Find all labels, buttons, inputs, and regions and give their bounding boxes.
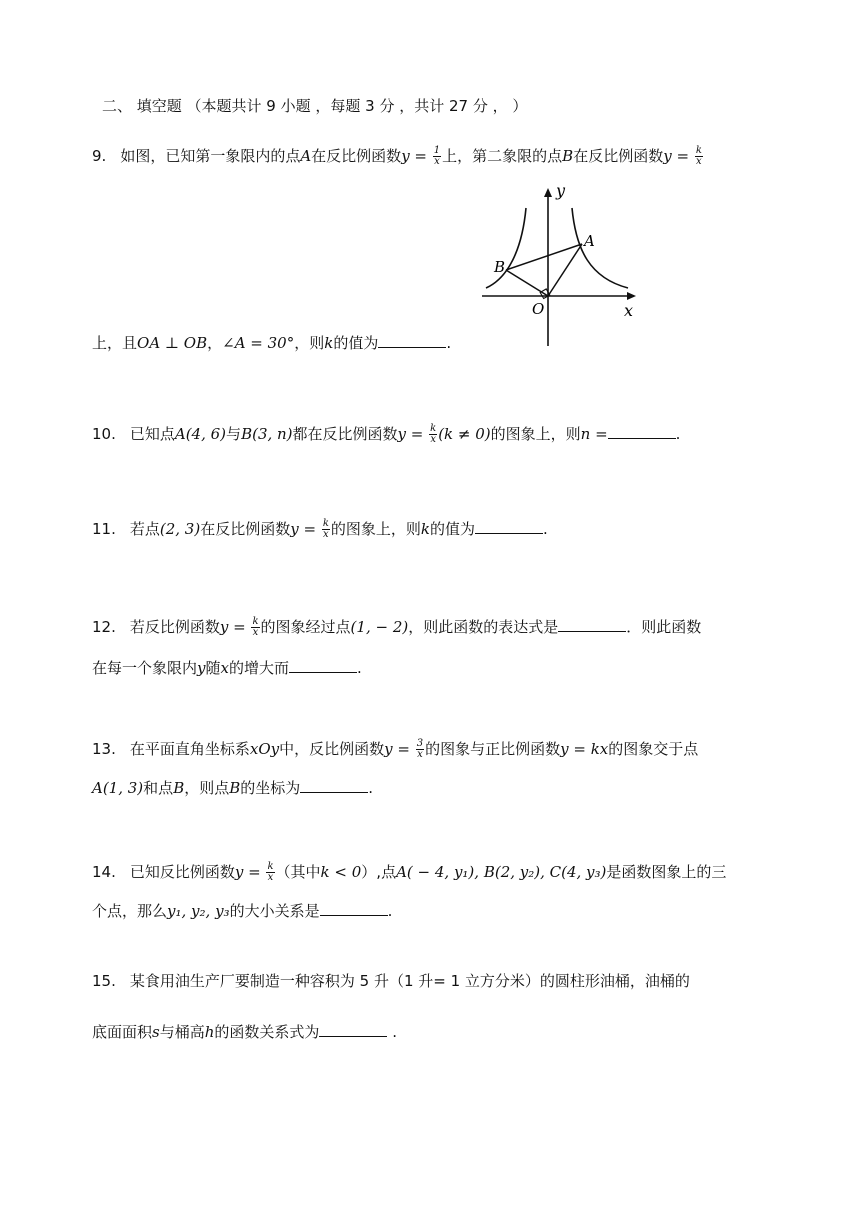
question-14-line2: 个点，那么y₁, y₂, y₃的大小关系是 .	[92, 902, 393, 920]
answer-blank[interactable]	[475, 519, 543, 534]
fraction: $\frac{1}{x}$	[433, 145, 441, 167]
label-B: B	[494, 258, 506, 276]
question-number: 10.	[92, 425, 116, 443]
label-O: O	[532, 300, 545, 318]
hyperbola-figure	[478, 180, 648, 352]
question-12-line2: 在每一个象限内y随x的增大而 .	[92, 659, 362, 677]
x-axis-label: x	[624, 301, 634, 320]
question-13-line1: 13. 在平面直角坐标系xOy中，反比例函数y = $\frac{3}{x}$ 的图象与正比例函数y = kx的图象交于点	[92, 738, 699, 760]
question-number: 15.	[92, 972, 116, 990]
question-number: 11.	[92, 520, 116, 538]
question-number: 9.	[92, 147, 107, 165]
question-11: 11. 若点(2, 3)在反比例函数y = $\frac{k}{x}$ 的图象上，则k的值为 .	[92, 518, 548, 540]
question-10: 10. 已知点A(4, 6)与B(3, n)都在反比例函数y = $\frac{k}{x}$ (k ≠ 0)的图象上，则n = .	[92, 423, 681, 445]
question-9-line1: 9. 如图，已知第一象限内的点A在反比例函数y = $\frac{1}{x}$ 上，第二象限的点B在反比例函数y = $\frac{k}{x}$	[92, 145, 702, 167]
fraction: $\frac{k}{x}$	[322, 518, 329, 540]
label-A: A	[584, 232, 595, 250]
question-13-line2: A(1, 3)和点B，则点B的坐标为 .	[92, 779, 374, 797]
question-14-line1: 14. 已知反比例函数y = $\frac{k}{x}$ （其中k < 0）,点A( − 4, y₁), B(2, y₂), C(4, y₃)是函数图象上的三	[92, 861, 727, 883]
fraction: $\frac{k}{x}$	[430, 423, 437, 445]
question-number: 12.	[92, 618, 116, 636]
answer-blank[interactable]	[558, 617, 626, 632]
segment-OA	[548, 244, 582, 296]
y-axis-label: y	[556, 181, 566, 200]
question-number: 14.	[92, 863, 116, 881]
question-number: 13.	[92, 740, 116, 758]
question-15-line1: 15. 某食用油生产厂要制造一种容积为 5 升（1 升= 1 立方分米）的圆柱形油桶，油桶的	[92, 972, 690, 990]
question-9-line2: 上，且OA ⊥ OB，∠A = 30°，则k的值为 .	[92, 334, 452, 352]
answer-blank[interactable]	[608, 424, 676, 439]
answer-blank[interactable]	[319, 1022, 387, 1037]
section-header: 二、 填空题 （本题共计 9 小题 ，每题 3 分 ，共计 27 分 ， ）	[102, 97, 528, 115]
y-axis-arrow	[544, 188, 552, 197]
question-15-line2: 底面面积s与桶高h的函数关系式为 .	[92, 1023, 397, 1041]
answer-blank[interactable]	[289, 658, 357, 673]
x-axis-arrow	[627, 292, 636, 300]
question-12-line1: 12. 若反比例函数y = $\frac{k}{x}$ 的图象经过点(1, − 2)，则此函数的表达式是 ．则此函数	[92, 616, 702, 638]
answer-blank[interactable]	[320, 901, 388, 916]
fraction: $\frac{k}{x}$	[695, 145, 702, 167]
fraction: $\frac{k}{x}$	[267, 861, 274, 883]
fraction: $\frac{3}{x}$	[416, 738, 424, 760]
answer-blank[interactable]	[378, 333, 446, 348]
answer-blank[interactable]	[300, 778, 368, 793]
hyperbola-branch-q1	[572, 208, 628, 288]
fraction: $\frac{k}{x}$	[252, 616, 259, 638]
hyperbola-branch-q2	[486, 208, 526, 288]
